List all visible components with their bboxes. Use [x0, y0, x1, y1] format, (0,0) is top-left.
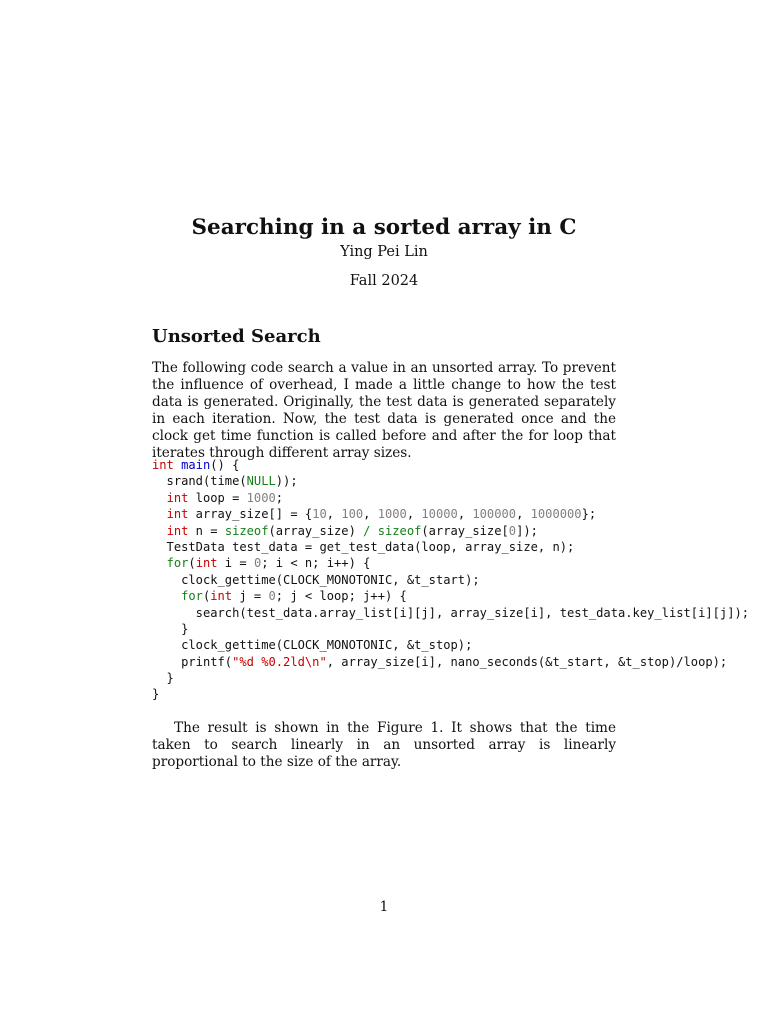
code-token: / [363, 523, 371, 538]
code-token: (array_size[ [421, 523, 509, 538]
code-token: int [166, 523, 189, 538]
code-token: NULL [246, 474, 276, 489]
code-token: srand(time( [152, 474, 247, 489]
code-token: j = [232, 589, 269, 604]
code-token: 1000 [246, 490, 276, 505]
code-token: int [210, 589, 233, 604]
section-heading: Unsorted Search [152, 326, 321, 347]
code-token: n = [188, 523, 225, 538]
document-title: Searching in a sorted array in C [191, 215, 577, 241]
code-token: ; i < n; i++) { [261, 556, 371, 571]
code-line [152, 539, 749, 555]
code-token: } [152, 687, 160, 702]
document-date: Fall 2024 [349, 273, 419, 289]
code-line [152, 621, 749, 637]
code-token: 0 [268, 589, 276, 604]
code-token: , [516, 507, 531, 522]
code-token: 0 [253, 556, 262, 571]
code-token: }; [581, 507, 597, 522]
code-line [152, 588, 749, 604]
code-token: int [166, 490, 189, 505]
code-line [152, 637, 749, 653]
code-token: , [406, 507, 422, 522]
code-token: , [363, 507, 378, 522]
code-token: ( [202, 589, 211, 604]
code-token: )); [275, 474, 298, 489]
code-line [152, 555, 749, 571]
code-token: for [181, 589, 203, 604]
code-token: array_size[] = { [188, 507, 313, 522]
page-number: 1 [379, 899, 389, 915]
code-token: , array_size[i], nano_seconds(&t_start, &t_stop)/loop); [326, 654, 728, 669]
code-line [152, 523, 749, 539]
code-token: 0 [508, 523, 517, 538]
code-line [152, 572, 749, 588]
code-token: search(test_data.array_list[i][j], array_size[i], test_data.key_list[i][j]); [152, 605, 750, 620]
code-token: loop = [188, 490, 247, 505]
code-token: () { [210, 458, 240, 472]
code-token [152, 589, 181, 603]
code-token: ( [188, 556, 196, 571]
code-token [370, 524, 377, 538]
code-token: } [152, 671, 174, 686]
code-token: ]); [516, 523, 538, 538]
code-token: clock_gettime(CLOCK_MONOTONIC, &t_start); [152, 572, 480, 587]
code-token [152, 491, 167, 505]
code-line [152, 605, 749, 621]
code-line [152, 670, 749, 686]
author-name: Ying Pei Lin [340, 244, 428, 260]
code-line [152, 654, 749, 670]
code-token: int [152, 458, 174, 472]
code-listing [152, 457, 749, 703]
code-token: clock_gettime(CLOCK_MONOTONIC, &t_stop); [152, 638, 473, 653]
code-line [152, 490, 749, 506]
code-token: , [326, 507, 342, 522]
code-token: int [166, 507, 189, 522]
code-token: ; [275, 490, 284, 505]
code-token: for [166, 556, 189, 571]
code-token: 100000 [472, 507, 517, 522]
code-token [152, 507, 167, 521]
code-token: int [195, 556, 218, 571]
code-token [152, 524, 167, 538]
code-line [152, 686, 749, 702]
code-token: sizeof [377, 523, 422, 538]
code-token: sizeof [224, 523, 269, 538]
code-token: 1000000 [530, 507, 582, 522]
code-line [152, 457, 749, 473]
code-token: } [152, 621, 189, 636]
code-token: 10000 [421, 507, 458, 522]
result-paragraph: The result is shown in the Figure 1. It shows that the time taken to search linearly in an unsorted array is linearly proportional to the size of the array. [152, 720, 616, 770]
code-token: (array_size) [268, 523, 364, 538]
code-token: 10 [312, 507, 327, 522]
code-token: 1000 [377, 507, 407, 522]
code-token: ; j < loop; j++) { [275, 589, 407, 604]
code-token [152, 556, 167, 570]
code-token: i = [217, 556, 254, 571]
code-token: 100 [341, 507, 364, 522]
code-token: , [457, 507, 473, 522]
intro-paragraph: The following code search a value in an unsorted array. To prevent the influence of overhead, I made a little change to how the test data is generated. Originally, the test data is generated separately in each iteration. Now, the test data is generated once and the clock get time function is called before and after the for loop that iterates through different array sizes. [152, 360, 616, 461]
code-token: TestData test_data = get_test_data(loop, array_size, n); [152, 539, 575, 554]
code-line [152, 506, 749, 522]
code-token: "%d %0.2ld\n" [232, 654, 327, 669]
code-line [152, 473, 749, 489]
code-token: main [181, 458, 211, 472]
code-token: printf( [152, 654, 233, 669]
